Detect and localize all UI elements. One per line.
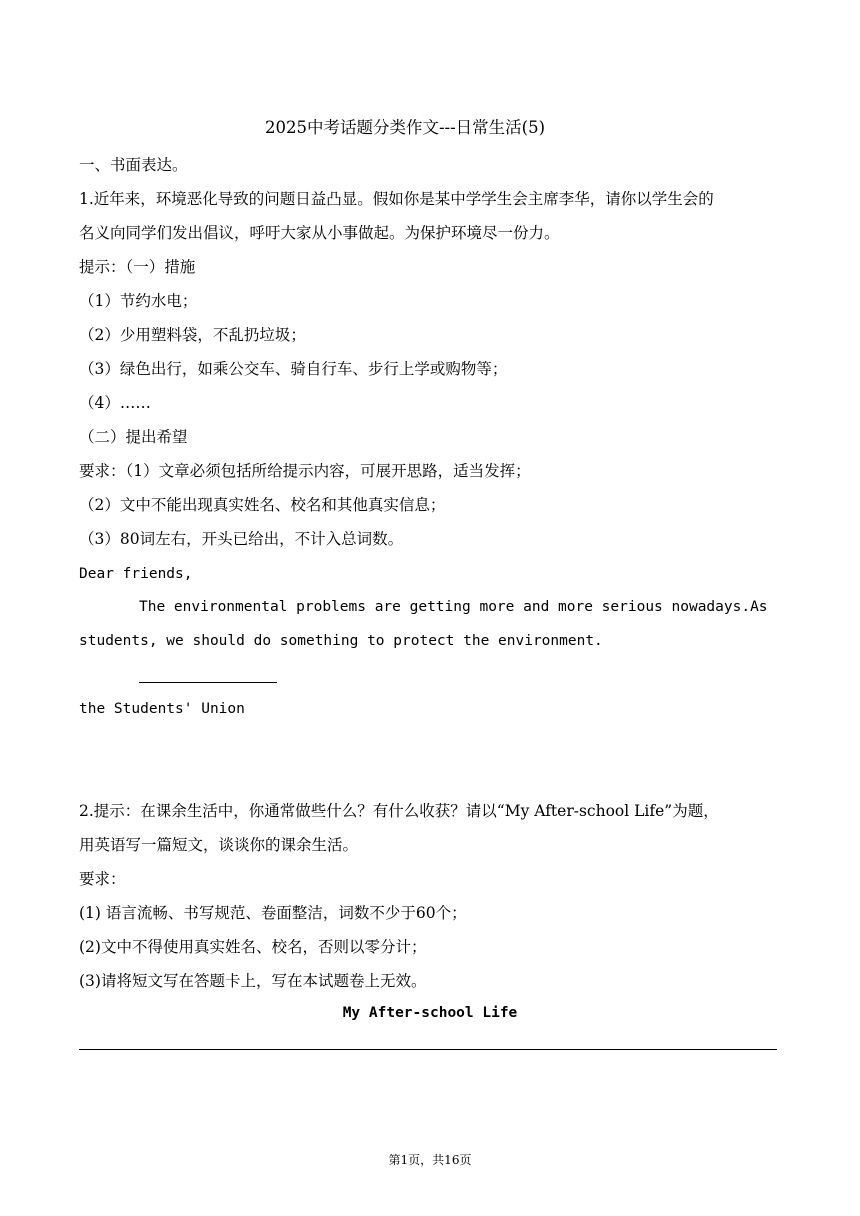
q1-hint-item: （2）少用塑料袋，不乱扔垃圾； [79,326,306,344]
letter-salutation: Dear friends, [79,566,193,582]
q2-requirement: (3)请将短文写在答题卡上，写在本试题卷上无效。 [79,972,427,990]
q1-hint-item: （4）…… [79,394,151,412]
q1-hint-item: （3）绿色出行，如乘公交车、骑自行车、步行上学或购物等； [79,360,508,378]
letter-opening-line-1: The environmental problems are getting more and more serious nowadays.As [139,599,768,615]
essay-title: My After-school Life [342,1005,518,1021]
letter-signature: the Students' Union [79,701,245,717]
q1-prompt-line-1: 1.近年来，环境恶化导致的问题日益凸显。假如你是某中学学生会主席李华，请你以学生会的 [79,190,714,208]
q2-prompt-line-2: 用英语写一篇短文，谈谈你的课余生活。 [79,836,359,854]
q1-hint-part-2: （二）提出希望 [79,428,188,446]
signature-blank-line [139,682,277,683]
section-heading: 一、书面表达。 [79,156,188,174]
q1-requirement: （3）80词左右，开头已给出，不计入总词数。 [79,530,404,548]
q1-hint-item: （1）节约水电； [79,292,198,310]
q2-requirement: (2)文中不得使用真实姓名、校名，否则以零分计； [79,938,427,956]
document-title: 2025中考话题分类作文---日常生活(5) [264,118,546,137]
q2-requirements-header: 要求： [79,870,126,888]
q1-hint-header: 提示：（一）措施 [79,258,196,276]
answer-line [79,1049,777,1050]
q1-requirement: （2）文中不能出现真实姓名、校名和其他真实信息； [79,496,446,514]
q1-prompt-line-2: 名义向同学们发出倡议，呼吁大家从小事做起。为保护环境尽一份力。 [79,224,560,242]
q2-prompt-line-1: 2.提示：在课余生活中，你通常做些什么？有什么收获？请以“My After-school Life”为题， [79,802,719,820]
q2-requirement: (1) 语言流畅、书写规范、卷面整洁，词数不少于60个； [79,904,467,922]
page-footer: 第1页，共16页 [388,1153,472,1167]
q1-requirement: 要求：（1）文章必须包括所给提示内容，可展开思路，适当发挥； [79,462,531,480]
letter-opening-line-2: students, we should do something to protect the environment. [79,633,603,649]
